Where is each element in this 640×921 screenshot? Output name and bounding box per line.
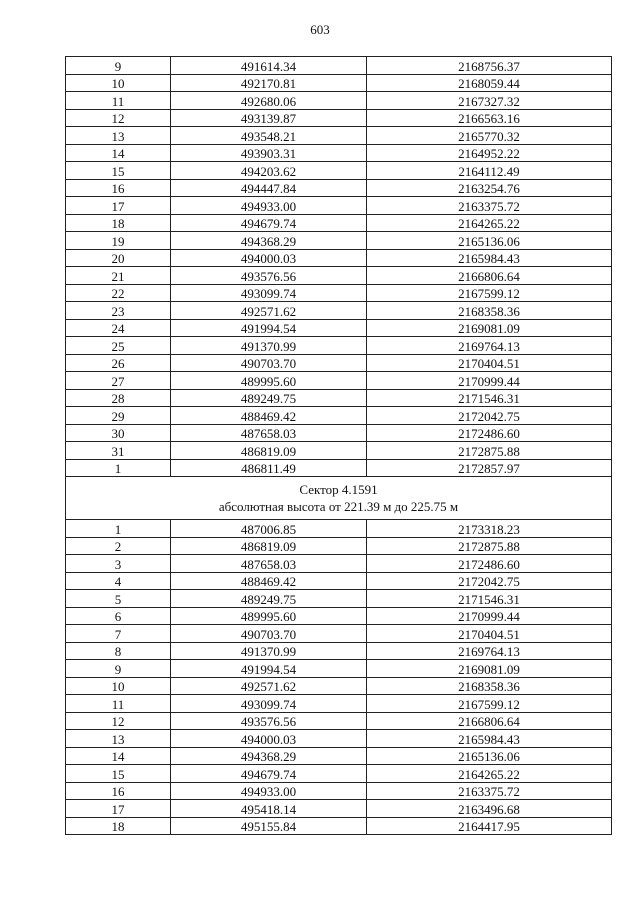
x-coordinate-cell: 494368.29 xyxy=(171,232,367,250)
table-row xyxy=(66,555,612,573)
point-number-cell: 29 xyxy=(66,407,171,425)
point-number-cell: 8 xyxy=(66,642,171,660)
x-coordinate-cell: 488469.42 xyxy=(171,407,367,425)
table-row xyxy=(66,800,612,818)
y-coordinate-cell: 2165136.06 xyxy=(367,747,612,765)
x-coordinate-cell: 493576.56 xyxy=(171,267,367,285)
point-number-cell: 17 xyxy=(66,800,171,818)
table-row xyxy=(66,459,612,477)
x-coordinate-cell: 492571.62 xyxy=(171,302,367,320)
y-coordinate-cell: 2163375.72 xyxy=(367,782,612,800)
x-coordinate-cell: 487658.03 xyxy=(171,424,367,442)
x-coordinate-cell: 494447.84 xyxy=(171,179,367,197)
x-coordinate-cell: 494679.74 xyxy=(171,765,367,783)
x-coordinate-cell: 491994.54 xyxy=(171,319,367,337)
point-number-cell: 26 xyxy=(66,354,171,372)
point-number-cell: 3 xyxy=(66,555,171,573)
table-row xyxy=(66,127,612,145)
point-number-cell: 4 xyxy=(66,572,171,590)
table-row xyxy=(66,572,612,590)
point-number-cell: 1 xyxy=(66,520,171,538)
x-coordinate-cell: 494368.29 xyxy=(171,747,367,765)
table-row xyxy=(66,590,612,608)
point-number-cell: 30 xyxy=(66,424,171,442)
point-number-cell: 13 xyxy=(66,127,171,145)
section-subtitle: абсолютная высота от 221.39 м до 225.75 м xyxy=(218,499,459,514)
table-row xyxy=(66,232,612,250)
y-coordinate-cell: 2172486.60 xyxy=(367,424,612,442)
y-coordinate-cell: 2165984.43 xyxy=(367,249,612,267)
point-number-cell: 13 xyxy=(66,730,171,748)
x-coordinate-cell: 493576.56 xyxy=(171,712,367,730)
point-number-cell: 31 xyxy=(66,442,171,460)
x-coordinate-cell: 494933.00 xyxy=(171,782,367,800)
y-coordinate-cell: 2172042.75 xyxy=(367,572,612,590)
point-number-cell: 18 xyxy=(66,817,171,835)
table-row xyxy=(66,302,612,320)
table-row xyxy=(66,782,612,800)
y-coordinate-cell: 2168059.44 xyxy=(367,74,612,92)
table-row xyxy=(66,92,612,110)
x-coordinate-cell: 493903.31 xyxy=(171,144,367,162)
table-row xyxy=(66,389,612,407)
point-number-cell: 24 xyxy=(66,319,171,337)
table-row xyxy=(66,284,612,302)
x-coordinate-cell: 494000.03 xyxy=(171,730,367,748)
y-coordinate-cell: 2163496.68 xyxy=(367,800,612,818)
point-number-cell: 5 xyxy=(66,590,171,608)
y-coordinate-cell: 2169081.09 xyxy=(367,319,612,337)
table-row xyxy=(66,712,612,730)
table-row xyxy=(66,337,612,355)
table-row xyxy=(66,625,612,643)
y-coordinate-cell: 2165770.32 xyxy=(367,127,612,145)
point-number-cell: 12 xyxy=(66,712,171,730)
table-row xyxy=(66,695,612,713)
x-coordinate-cell: 491614.34 xyxy=(171,57,367,75)
x-coordinate-cell: 489249.75 xyxy=(171,389,367,407)
x-coordinate-cell: 495418.14 xyxy=(171,800,367,818)
point-number-cell: 21 xyxy=(66,267,171,285)
y-coordinate-cell: 2164952.22 xyxy=(367,144,612,162)
table-row xyxy=(66,407,612,425)
x-coordinate-cell: 490703.70 xyxy=(171,625,367,643)
page-number: 603 xyxy=(310,22,330,37)
section-header-cell xyxy=(66,477,612,520)
point-number-cell: 1 xyxy=(66,459,171,477)
y-coordinate-cell: 2168756.37 xyxy=(367,57,612,75)
point-number-cell: 10 xyxy=(66,677,171,695)
y-coordinate-cell: 2173318.23 xyxy=(367,520,612,538)
y-coordinate-cell: 2164112.49 xyxy=(367,162,612,180)
x-coordinate-cell: 494000.03 xyxy=(171,249,367,267)
y-coordinate-cell: 2166806.64 xyxy=(367,267,612,285)
point-number-cell: 10 xyxy=(66,74,171,92)
point-number-cell: 7 xyxy=(66,625,171,643)
y-coordinate-cell: 2172875.88 xyxy=(367,442,612,460)
table-row xyxy=(66,319,612,337)
x-coordinate-cell: 495155.84 xyxy=(171,817,367,835)
x-coordinate-cell: 489249.75 xyxy=(171,590,367,608)
rows-before xyxy=(66,57,612,477)
y-coordinate-cell: 2171546.31 xyxy=(367,389,612,407)
table-row xyxy=(66,730,612,748)
x-coordinate-cell: 491370.99 xyxy=(171,642,367,660)
point-number-cell: 23 xyxy=(66,302,171,320)
table-row xyxy=(66,442,612,460)
point-number-cell: 28 xyxy=(66,389,171,407)
x-coordinate-cell: 493139.87 xyxy=(171,109,367,127)
x-coordinate-cell: 488469.42 xyxy=(171,572,367,590)
table-row xyxy=(66,607,612,625)
x-coordinate-cell: 492170.81 xyxy=(171,74,367,92)
point-number-cell: 16 xyxy=(66,179,171,197)
point-number-cell: 14 xyxy=(66,144,171,162)
y-coordinate-cell: 2167327.32 xyxy=(367,92,612,110)
point-number-cell: 11 xyxy=(66,695,171,713)
point-number-cell: 18 xyxy=(66,214,171,232)
table-row xyxy=(66,57,612,75)
table-row xyxy=(66,267,612,285)
table-row xyxy=(66,372,612,390)
x-coordinate-cell: 490703.70 xyxy=(171,354,367,372)
table-row xyxy=(66,520,612,538)
point-number-cell: 6 xyxy=(66,607,171,625)
y-coordinate-cell: 2166806.64 xyxy=(367,712,612,730)
x-coordinate-cell: 486811.49 xyxy=(171,459,367,477)
x-coordinate-cell: 494203.62 xyxy=(171,162,367,180)
y-coordinate-cell: 2167599.12 xyxy=(367,695,612,713)
y-coordinate-cell: 2170999.44 xyxy=(367,372,612,390)
y-coordinate-cell: 2172857.97 xyxy=(367,459,612,477)
y-coordinate-cell: 2169764.13 xyxy=(367,337,612,355)
x-coordinate-cell: 486819.09 xyxy=(171,537,367,555)
table-row xyxy=(66,162,612,180)
point-number-cell: 15 xyxy=(66,765,171,783)
table-row xyxy=(66,214,612,232)
x-coordinate-cell: 493099.74 xyxy=(171,695,367,713)
y-coordinate-cell: 2168358.36 xyxy=(367,677,612,695)
x-coordinate-cell: 494933.00 xyxy=(171,197,367,215)
y-coordinate-cell: 2171546.31 xyxy=(367,590,612,608)
table-row xyxy=(66,179,612,197)
section-title: Сектор 4.1591 xyxy=(299,482,378,497)
y-coordinate-cell: 2169764.13 xyxy=(367,642,612,660)
y-coordinate-cell: 2169081.09 xyxy=(367,660,612,678)
table-row xyxy=(66,109,612,127)
point-number-cell: 20 xyxy=(66,249,171,267)
y-coordinate-cell: 2165136.06 xyxy=(367,232,612,250)
y-coordinate-cell: 2164265.22 xyxy=(367,214,612,232)
x-coordinate-cell: 492571.62 xyxy=(171,677,367,695)
table-row xyxy=(66,74,612,92)
y-coordinate-cell: 2164417.95 xyxy=(367,817,612,835)
x-coordinate-cell: 494679.74 xyxy=(171,214,367,232)
point-number-cell: 15 xyxy=(66,162,171,180)
table-row xyxy=(66,424,612,442)
point-number-cell: 9 xyxy=(66,57,171,75)
table-row xyxy=(66,354,612,372)
y-coordinate-cell: 2163375.72 xyxy=(367,197,612,215)
x-coordinate-cell: 493099.74 xyxy=(171,284,367,302)
point-number-cell: 16 xyxy=(66,782,171,800)
table-row xyxy=(66,747,612,765)
x-coordinate-cell: 487658.03 xyxy=(171,555,367,573)
point-number-cell: 12 xyxy=(66,109,171,127)
section-header-row xyxy=(66,477,612,520)
y-coordinate-cell: 2170404.51 xyxy=(367,354,612,372)
table-row xyxy=(66,642,612,660)
y-coordinate-cell: 2172042.75 xyxy=(367,407,612,425)
y-coordinate-cell: 2167599.12 xyxy=(367,284,612,302)
y-coordinate-cell: 2166563.16 xyxy=(367,109,612,127)
rows-after xyxy=(66,520,612,835)
table-row xyxy=(66,537,612,555)
x-coordinate-cell: 492680.06 xyxy=(171,92,367,110)
y-coordinate-cell: 2170404.51 xyxy=(367,625,612,643)
y-coordinate-cell: 2165984.43 xyxy=(367,730,612,748)
point-number-cell: 2 xyxy=(66,537,171,555)
table-row xyxy=(66,765,612,783)
point-number-cell: 17 xyxy=(66,197,171,215)
point-number-cell: 19 xyxy=(66,232,171,250)
y-coordinate-cell: 2172875.88 xyxy=(367,537,612,555)
point-number-cell: 14 xyxy=(66,747,171,765)
point-number-cell: 22 xyxy=(66,284,171,302)
section-block xyxy=(66,477,612,520)
y-coordinate-cell: 2170999.44 xyxy=(367,607,612,625)
table-row xyxy=(66,144,612,162)
coordinates-table xyxy=(65,56,612,835)
table-row xyxy=(66,677,612,695)
point-number-cell: 11 xyxy=(66,92,171,110)
y-coordinate-cell: 2168358.36 xyxy=(367,302,612,320)
table-row xyxy=(66,249,612,267)
x-coordinate-cell: 489995.60 xyxy=(171,607,367,625)
table-row xyxy=(66,660,612,678)
table-row xyxy=(66,817,612,835)
y-coordinate-cell: 2172486.60 xyxy=(367,555,612,573)
x-coordinate-cell: 493548.21 xyxy=(171,127,367,145)
x-coordinate-cell: 486819.09 xyxy=(171,442,367,460)
x-coordinate-cell: 487006.85 xyxy=(171,520,367,538)
point-number-cell: 27 xyxy=(66,372,171,390)
x-coordinate-cell: 489995.60 xyxy=(171,372,367,390)
y-coordinate-cell: 2164265.22 xyxy=(367,765,612,783)
table-row xyxy=(66,197,612,215)
point-number-cell: 25 xyxy=(66,337,171,355)
x-coordinate-cell: 491994.54 xyxy=(171,660,367,678)
x-coordinate-cell: 491370.99 xyxy=(171,337,367,355)
point-number-cell: 9 xyxy=(66,660,171,678)
y-coordinate-cell: 2163254.76 xyxy=(367,179,612,197)
